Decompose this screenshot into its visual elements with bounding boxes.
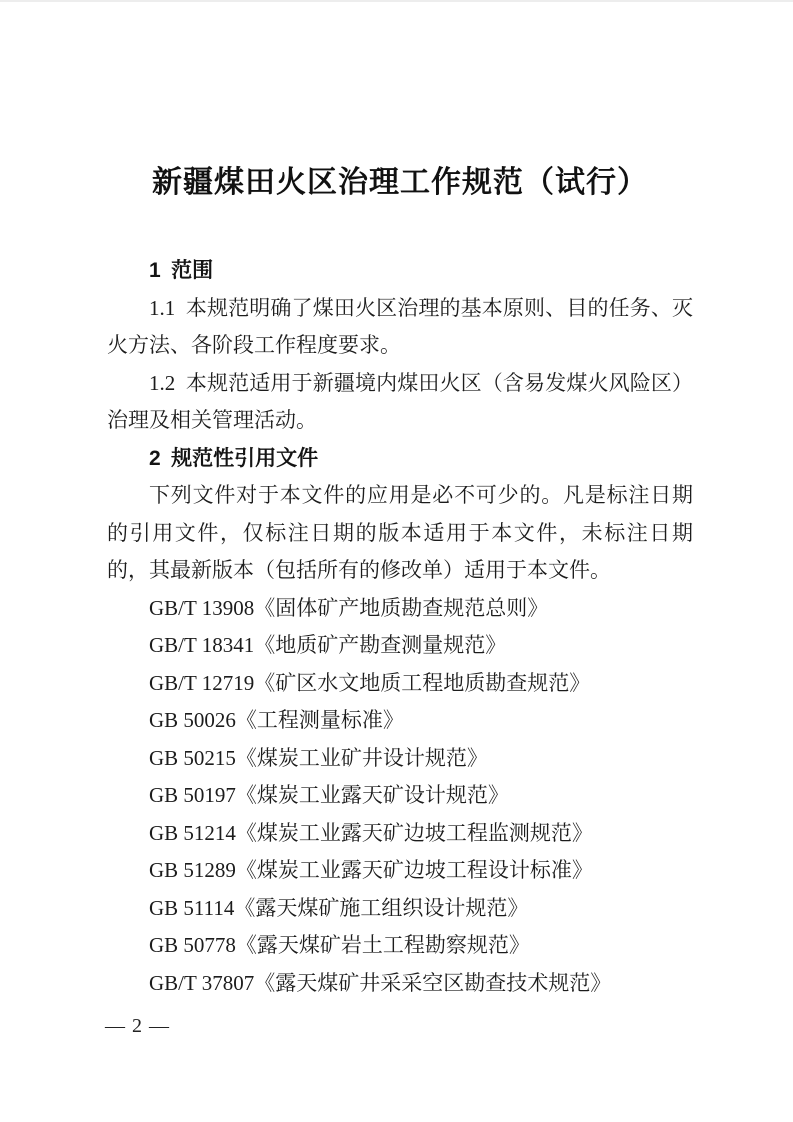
clause-1-2-paragraph: 1.2 本规范适用于新疆境内煤田火区（含易发煤火风险区）治理及相关管理活动。 <box>107 370 693 432</box>
reference-item: GB 50026《工程测量标准》 <box>149 708 404 732</box>
section-2-heading: 2 规范性引用文件 <box>149 446 319 470</box>
reference-item: GB 50778《露天煤矿岩土工程勘察规范》 <box>149 933 530 957</box>
reference-item: GB 51114《露天煤矿施工组织设计规范》 <box>149 895 529 920</box>
reference-item: GB/T 37807《露天煤矿井采采空区勘查技术规范》 <box>149 970 612 995</box>
clause-1-1-paragraph: 1.1 本规范明确了煤田火区治理的基本原则、目的任务、灭火方法、各阶段工作程度要求。 <box>107 295 693 357</box>
reference-item: GB/T 13908《固体矿产地质勘查规范总则》 <box>149 595 549 620</box>
reference-item: GB 51289《煤炭工业露天矿边坡工程设计标准》 <box>149 858 593 882</box>
page-number: — 2 — <box>105 1015 170 1037</box>
reference-item: GB 51214《煤炭工业露天矿边坡工程监测规范》 <box>149 820 593 845</box>
reference-item: GB 50197《煤炭工业露天矿设计规范》 <box>149 783 509 807</box>
reference-item: GB/T 12719《矿区水文地质工程地质勘查规范》 <box>149 670 591 695</box>
page-content <box>107 2 693 1002</box>
reference-item: GB/T 18341《地质矿产勘查测量规范》 <box>149 633 507 657</box>
section-1-heading: 1 范围 <box>149 259 214 282</box>
reference-item: GB 50215《煤炭工业矿井设计规范》 <box>149 745 488 770</box>
document-title: 新疆煤田火区治理工作规范（试行） <box>152 166 648 199</box>
section-2-intro-paragraph: 下列文件对于本文件的应用是必不可少的。凡是标注日期的引用文件，仅标注日期的版本适用于本文件，未标注日期的，其最新版本（包括所有的修改单）适用于本文件。 <box>107 483 693 582</box>
